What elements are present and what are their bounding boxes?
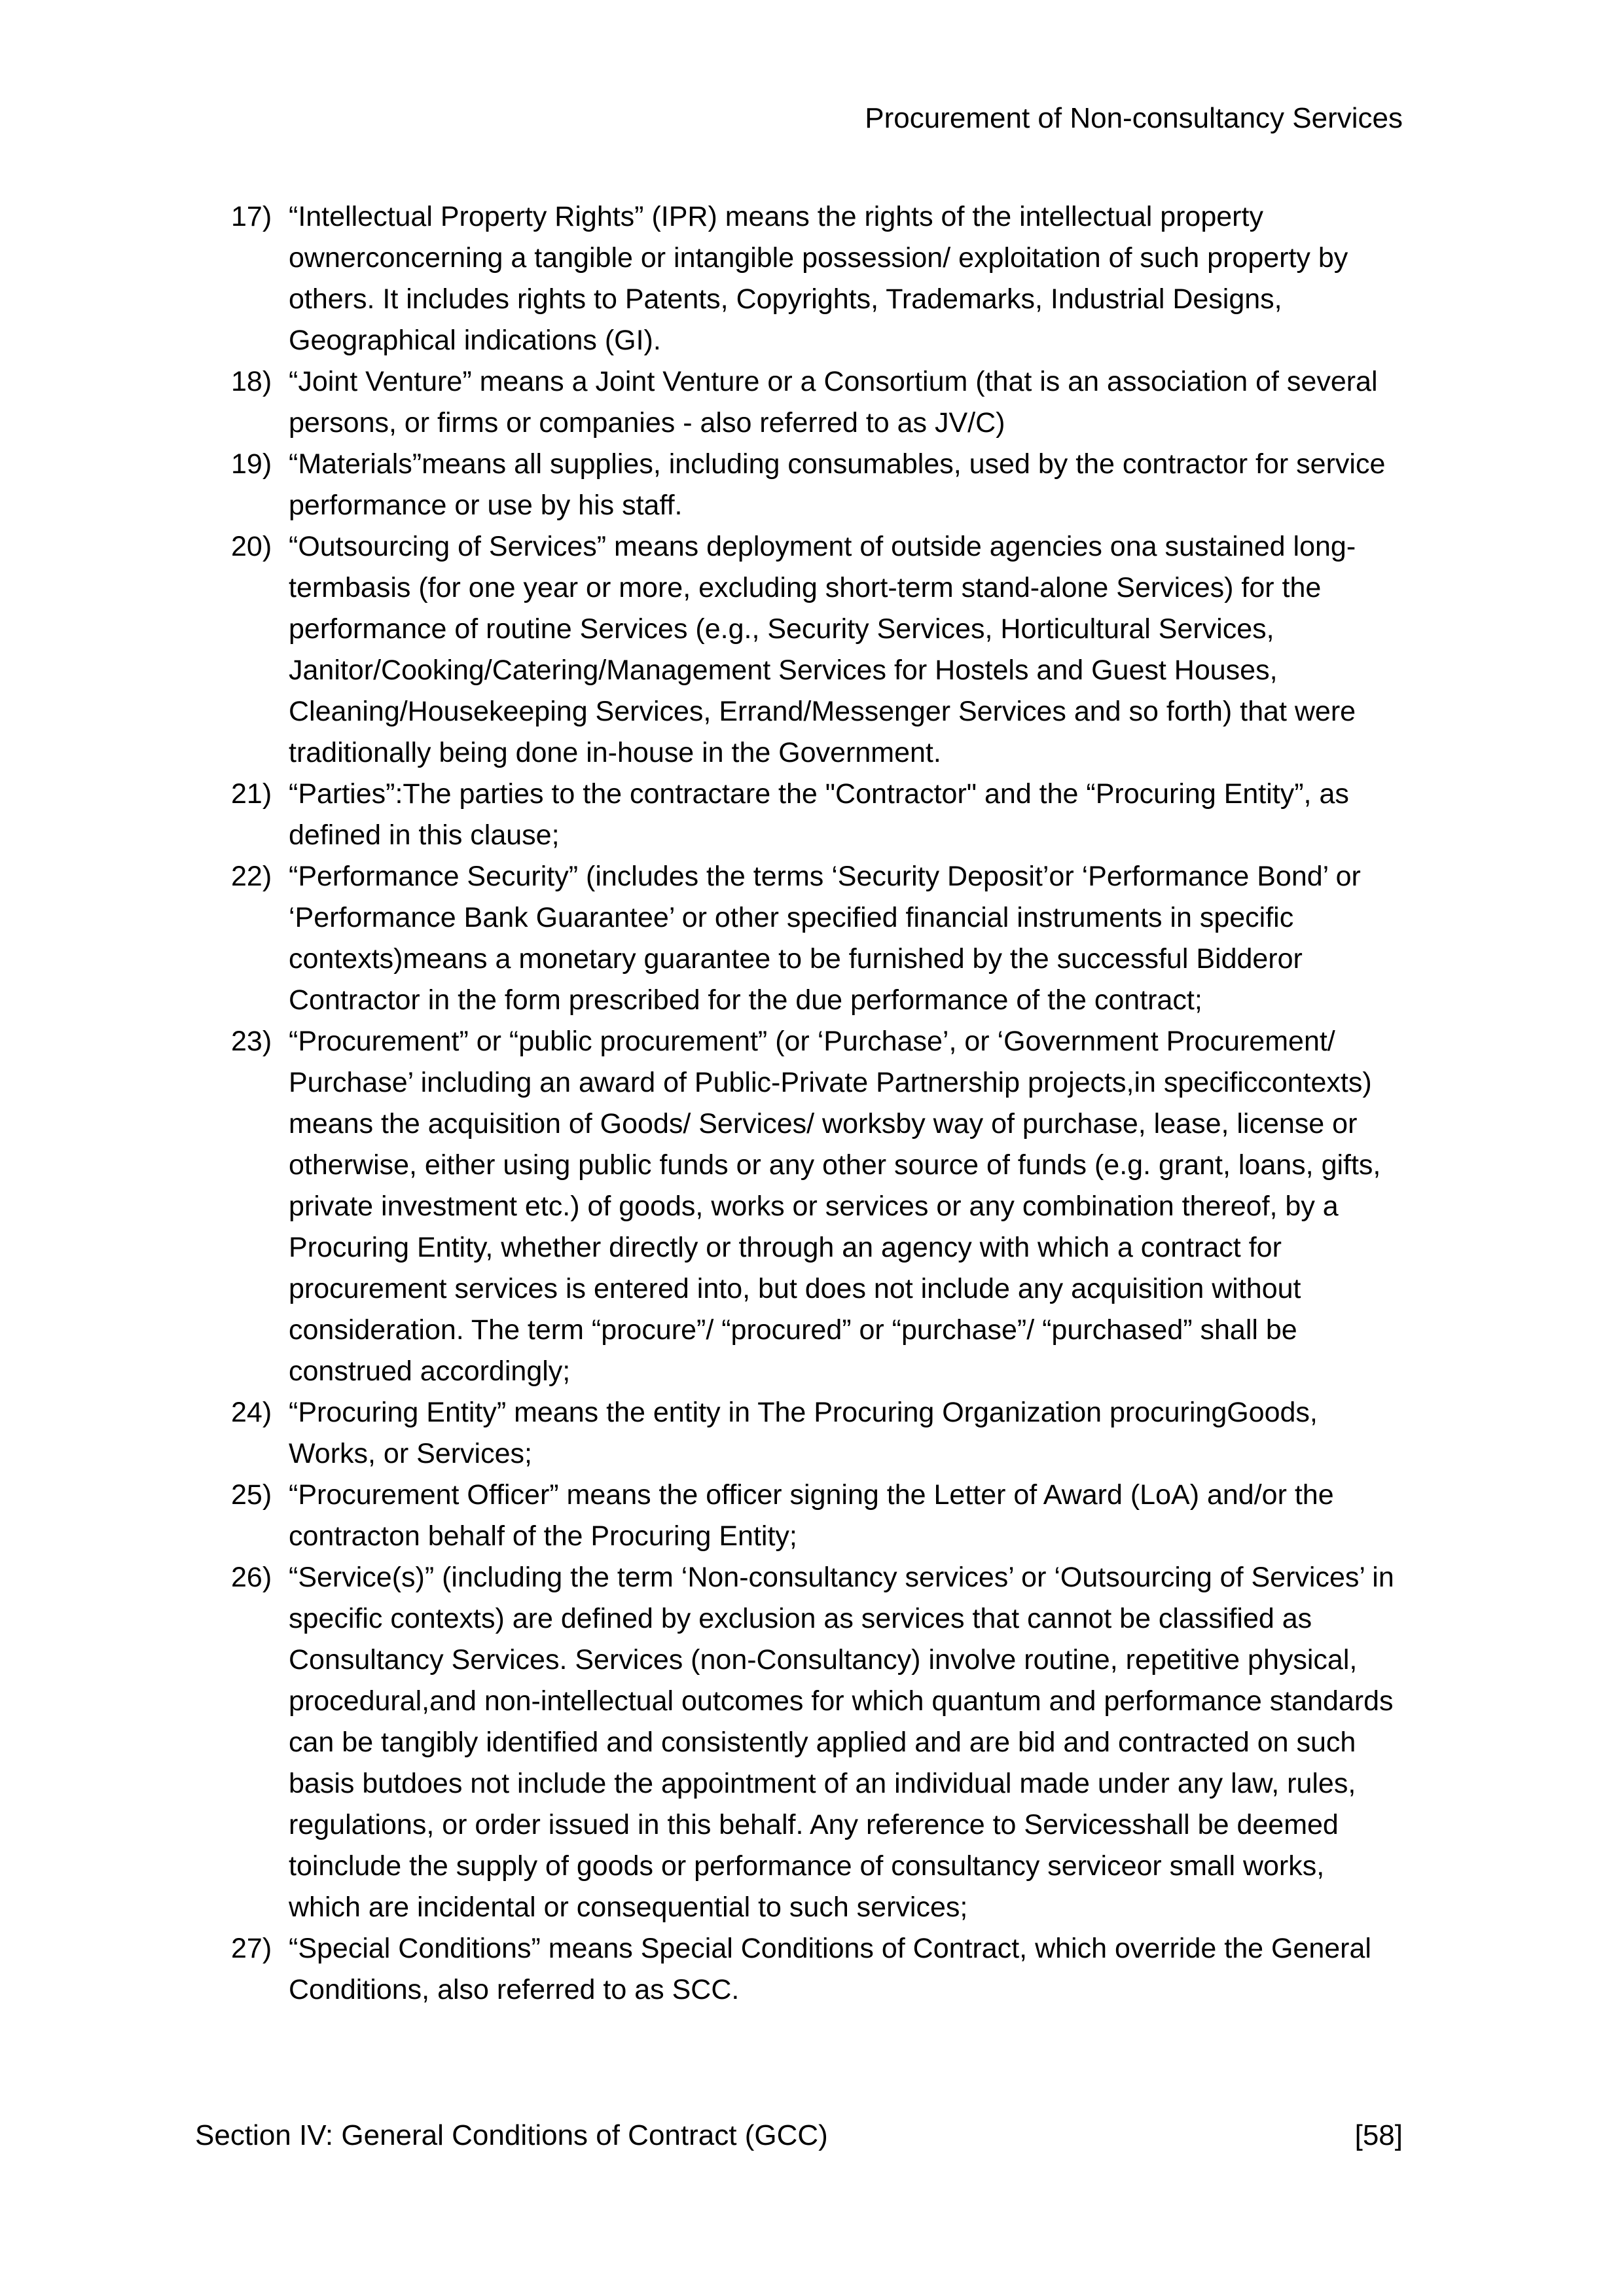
definition-number: 25) [231, 1479, 272, 1511]
definition-text: “Parties”:The parties to the contractare the "Contractor" and the “Procuring Entity”, as defined in this clause; [289, 778, 1349, 851]
definition-text: “Outsourcing of Services” means deployment of outside agencies ona sustained long-termbasis (for one year or more, excluding short-term stand-alone Services) for the performance of routine Services (e.g., Security Services, Horticultural Services, Janitor/Cooking/Catering/Management Services for Hostels and Guest Houses, Cleaning/Housekeeping Services, Errand/Messenger Services and so forth) that were traditionally being done in-house in the Government. [289, 531, 1356, 768]
page-footer [195, 2119, 1403, 2152]
definition-item [231, 526, 1401, 774]
definition-number: 23) [231, 1026, 272, 1057]
definition-number: 26) [231, 1562, 272, 1593]
definition-number: 20) [231, 531, 272, 562]
definition-number: 27) [231, 1933, 272, 1964]
definition-item [231, 1021, 1401, 1392]
definition-item [231, 444, 1401, 526]
definition-text: “Procurement Officer” means the officer signing the Letter of Award (LoA) and/or the contracton behalf of the Procuring Entity; [289, 1479, 1334, 1552]
definition-item [231, 774, 1401, 856]
definition-text: “Performance Security” (includes the terms ‘Security Deposit’or ‘Performance Bond’ or ‘Performance Bank Guarantee’ or other specified financial instruments in specific contexts)means a monetary guarantee to be furnished by the successful Bidderor Contractor in the form prescribed for the due performance of the contract; [289, 861, 1361, 1016]
page-header [865, 99, 1403, 137]
definition-number: 21) [231, 778, 272, 810]
definition-number: 18) [231, 366, 272, 397]
definition-item [231, 1928, 1401, 2011]
definition-item [231, 1475, 1401, 1557]
definition-text: “Materials”means all supplies, including consumables, used by the contractor for service performance or use by his staff. [289, 448, 1386, 521]
definition-text: “Special Conditions” means Special Conditions of Contract, which override the General Conditions, also referred to as SCC. [289, 1933, 1371, 2005]
definitions-list [231, 196, 1401, 2011]
definition-text: “Procurement” or “public procurement” (or ‘Purchase’, or ‘Government Procurement/ Purchase’ including an award of Public-Private Partnership projects,in specificcontexts) means the acquisition of Goods/ Services/ worksby way of purchase, lease, license or otherwise, either using public funds or any other source of funds (e.g. grant, loans, gifts, private investment etc.) of goods, works or services or any combination thereof, by a Procuring Entity, whether directly or through an agency with which a contract for procurement services is entered into, but does not include any acquisition without consideration. The term “procure”/ “procured” or “purchase”/ “purchased” shall be construed accordingly; [289, 1026, 1381, 1387]
definition-number: 19) [231, 448, 272, 480]
footer-page-number: [58] [1354, 2119, 1403, 2151]
definition-text: “Service(s)” (including the term ‘Non-consultancy services’ or ‘Outsourcing of Services’ in specific contexts) are defined by exclusion as services that cannot be classified as Consultancy Services. Services (non-Consultancy) involve routine, repetitive physical, procedural,and non-intellectual outcomes for which quantum and performance standards can be tangibly identified and consistently applied and are bid and contracted on such basis butdoes not include the appointment of an individual made under any law, rules, regulations, or order issued in this behalf. Any reference to Servicesshall be deemed toinclude the supply of goods or performance of consultancy serviceor small works, which are incidental or consequential to such services; [289, 1562, 1394, 1923]
definition-item [231, 196, 1401, 361]
definition-number: 22) [231, 861, 272, 892]
definition-item [231, 1557, 1401, 1928]
definition-item [231, 1392, 1401, 1475]
definition-text: “Procuring Entity” means the entity in The Procuring Organization procuringGoods, Works, or Services; [289, 1397, 1318, 1469]
definition-text: “Intellectual Property Rights” (IPR) means the rights of the intellectual property ownerconcerning a tangible or intangible possession/ exploitation of such property by others. It includes rights to Patents, Copyrights, Trademarks, Industrial Designs, Geographical indications (GI). [289, 201, 1348, 356]
definition-number: 17) [231, 201, 272, 232]
definition-item [231, 361, 1401, 444]
definition-text: “Joint Venture” means a Joint Venture or a Consortium (that is an association of several persons, or firms or companies - also referred to as JV/C) [289, 366, 1378, 439]
header-title: Procurement of Non-consultancy Services [865, 102, 1403, 134]
footer-section-title: Section IV: General Conditions of Contract (GCC) [195, 2119, 828, 2151]
definition-item [231, 856, 1401, 1021]
definition-number: 24) [231, 1397, 272, 1428]
